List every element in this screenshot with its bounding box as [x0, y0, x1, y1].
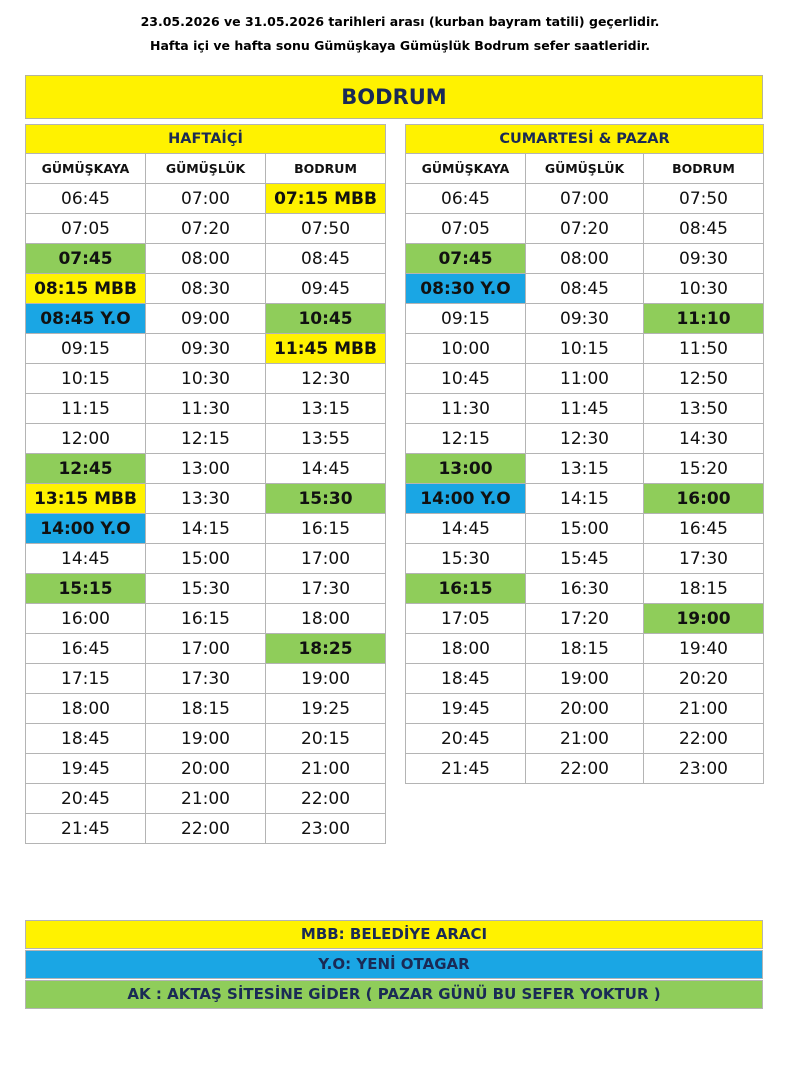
- table-row: [406, 544, 764, 574]
- table-row: [26, 754, 386, 784]
- time-cell: 16:15: [146, 604, 266, 634]
- time-cell: 15:30: [406, 544, 526, 574]
- time-cell: 15:00: [526, 514, 644, 544]
- table-row: [406, 424, 764, 454]
- time-cell: 19:00: [266, 664, 386, 694]
- column-header-bodrum: BODRUM: [644, 154, 764, 184]
- time-cell: 10:15: [526, 334, 644, 364]
- time-cell: 07:05: [406, 214, 526, 244]
- time-cell: 07:45: [26, 244, 146, 274]
- time-cell: 22:00: [644, 724, 764, 754]
- table-row: [406, 334, 764, 364]
- table-row: [26, 784, 386, 814]
- time-cell: 08:45 Y.O: [26, 304, 146, 334]
- table-row: [406, 244, 764, 274]
- time-cell: 11:50: [644, 334, 764, 364]
- time-cell: 18:15: [146, 694, 266, 724]
- table-row: [406, 364, 764, 394]
- time-cell: 18:00: [266, 604, 386, 634]
- time-cell: 15:20: [644, 454, 764, 484]
- time-cell: 07:15 MBB: [266, 184, 386, 214]
- time-cell: 07:20: [526, 214, 644, 244]
- time-cell: 08:45: [644, 214, 764, 244]
- time-cell: 16:45: [644, 514, 764, 544]
- time-cell: 12:50: [644, 364, 764, 394]
- time-cell: 21:00: [526, 724, 644, 754]
- time-cell: 09:30: [526, 304, 644, 334]
- legend-yo: Y.O: YENİ OTAGAR: [25, 950, 763, 979]
- time-cell: 10:15: [26, 364, 146, 394]
- time-cell: 14:45: [266, 454, 386, 484]
- time-cell: 11:30: [146, 394, 266, 424]
- column-header-gumusluk: GÜMÜŞLÜK: [146, 154, 266, 184]
- time-cell: 14:15: [526, 484, 644, 514]
- weekend-section-title: CUMARTESİ & PAZAR: [406, 125, 764, 154]
- time-cell: 19:45: [406, 694, 526, 724]
- table-row: [406, 274, 764, 304]
- time-cell: 21:45: [406, 754, 526, 784]
- time-cell: 17:30: [266, 574, 386, 604]
- time-cell: 06:45: [26, 184, 146, 214]
- time-cell: 14:15: [146, 514, 266, 544]
- time-cell: 16:30: [526, 574, 644, 604]
- time-cell: 12:30: [526, 424, 644, 454]
- time-cell: 13:50: [644, 394, 764, 424]
- time-cell: 20:00: [146, 754, 266, 784]
- time-cell: 09:45: [266, 274, 386, 304]
- column-header-gumuskaya: GÜMÜŞKAYA: [26, 154, 146, 184]
- time-cell: 19:00: [526, 664, 644, 694]
- table-row: [26, 184, 386, 214]
- legend-ak: AK : AKTAŞ SİTESİNE GİDER ( PAZAR GÜNÜ BU SEFER YOKTUR ): [25, 980, 763, 1009]
- table-row: [26, 814, 386, 844]
- time-cell: 18:15: [644, 574, 764, 604]
- table-row: [406, 454, 764, 484]
- table-row: [406, 184, 764, 214]
- time-cell: 07:50: [644, 184, 764, 214]
- table-row: [26, 334, 386, 364]
- table-row: [26, 724, 386, 754]
- table-row: [26, 634, 386, 664]
- time-cell: 12:30: [266, 364, 386, 394]
- time-cell: 12:15: [406, 424, 526, 454]
- time-cell: 18:45: [406, 664, 526, 694]
- time-cell: 13:30: [146, 484, 266, 514]
- time-cell: 21:00: [266, 754, 386, 784]
- time-cell: 20:45: [26, 784, 146, 814]
- time-cell: 14:45: [406, 514, 526, 544]
- column-header-bodrum: BODRUM: [266, 154, 386, 184]
- time-cell: 07:45: [406, 244, 526, 274]
- table-row: [406, 604, 764, 634]
- table-row: [26, 244, 386, 274]
- time-cell: 16:00: [644, 484, 764, 514]
- time-cell: 22:00: [526, 754, 644, 784]
- time-cell: 17:00: [266, 544, 386, 574]
- time-cell: 11:45 MBB: [266, 334, 386, 364]
- time-cell: 07:05: [26, 214, 146, 244]
- time-cell: 20:45: [406, 724, 526, 754]
- time-cell: 09:15: [406, 304, 526, 334]
- time-cell: 18:00: [26, 694, 146, 724]
- time-cell: 21:00: [146, 784, 266, 814]
- time-cell: 13:15: [266, 394, 386, 424]
- route-banner: BODRUM: [25, 75, 763, 119]
- time-cell: 15:45: [526, 544, 644, 574]
- time-cell: 13:15 MBB: [26, 484, 146, 514]
- time-cell: 12:00: [26, 424, 146, 454]
- table-row: [26, 274, 386, 304]
- table-row: [26, 424, 386, 454]
- legend-mbb: MBB: BELEDİYE ARACI: [25, 920, 763, 949]
- weekend-timetable: [405, 124, 764, 784]
- table-row: [26, 304, 386, 334]
- table-row: [406, 304, 764, 334]
- time-cell: 19:00: [146, 724, 266, 754]
- table-row: [26, 394, 386, 424]
- table-row: [406, 694, 764, 724]
- time-cell: 12:45: [26, 454, 146, 484]
- time-cell: 11:15: [26, 394, 146, 424]
- time-cell: 08:15 MBB: [26, 274, 146, 304]
- time-cell: 17:30: [146, 664, 266, 694]
- time-cell: 22:00: [266, 784, 386, 814]
- time-cell: 19:45: [26, 754, 146, 784]
- time-cell: 08:30 Y.O: [406, 274, 526, 304]
- time-cell: 08:00: [146, 244, 266, 274]
- time-cell: 07:00: [526, 184, 644, 214]
- time-cell: 11:10: [644, 304, 764, 334]
- time-cell: 11:00: [526, 364, 644, 394]
- weekday-section-title: HAFTAİÇİ: [26, 125, 386, 154]
- time-cell: 14:45: [26, 544, 146, 574]
- time-cell: 18:25: [266, 634, 386, 664]
- column-header-gumusluk: GÜMÜŞLÜK: [526, 154, 644, 184]
- time-cell: 10:00: [406, 334, 526, 364]
- time-cell: 22:00: [146, 814, 266, 844]
- time-cell: 23:00: [266, 814, 386, 844]
- time-cell: 16:00: [26, 604, 146, 634]
- time-cell: 17:30: [644, 544, 764, 574]
- time-cell: 21:45: [26, 814, 146, 844]
- time-cell: 09:30: [644, 244, 764, 274]
- time-cell: 20:20: [644, 664, 764, 694]
- table-row: [406, 754, 764, 784]
- table-row: [406, 214, 764, 244]
- time-cell: 15:30: [146, 574, 266, 604]
- time-cell: 10:45: [406, 364, 526, 394]
- time-cell: 13:00: [146, 454, 266, 484]
- time-cell: 13:00: [406, 454, 526, 484]
- table-row: [26, 364, 386, 394]
- time-cell: 13:15: [526, 454, 644, 484]
- time-cell: 18:45: [26, 724, 146, 754]
- table-row: [26, 514, 386, 544]
- table-row: [26, 604, 386, 634]
- time-cell: 09:00: [146, 304, 266, 334]
- time-cell: 15:00: [146, 544, 266, 574]
- table-row: [26, 574, 386, 604]
- time-cell: 14:30: [644, 424, 764, 454]
- time-cell: 19:00: [644, 604, 764, 634]
- time-cell: 18:00: [406, 634, 526, 664]
- table-row: [406, 394, 764, 424]
- time-cell: 09:15: [26, 334, 146, 364]
- time-cell: 21:00: [644, 694, 764, 724]
- table-row: [26, 694, 386, 724]
- time-cell: 17:20: [526, 604, 644, 634]
- time-cell: 06:45: [406, 184, 526, 214]
- time-cell: 14:00 Y.O: [26, 514, 146, 544]
- time-cell: 08:30: [146, 274, 266, 304]
- table-row: [406, 514, 764, 544]
- time-cell: 07:50: [266, 214, 386, 244]
- table-row: [26, 454, 386, 484]
- time-cell: 10:30: [644, 274, 764, 304]
- time-cell: 08:00: [526, 244, 644, 274]
- time-cell: 07:00: [146, 184, 266, 214]
- table-row: [26, 544, 386, 574]
- time-cell: 16:45: [26, 634, 146, 664]
- table-row: [406, 574, 764, 604]
- time-cell: 11:45: [526, 394, 644, 424]
- time-cell: 19:40: [644, 634, 764, 664]
- table-row: [26, 664, 386, 694]
- time-cell: 16:15: [406, 574, 526, 604]
- time-cell: 20:00: [526, 694, 644, 724]
- time-cell: 10:30: [146, 364, 266, 394]
- table-row: [406, 664, 764, 694]
- time-cell: 23:00: [644, 754, 764, 784]
- table-row: [406, 634, 764, 664]
- weekday-timetable: [25, 124, 386, 844]
- time-cell: 14:00 Y.O: [406, 484, 526, 514]
- table-row: [406, 484, 764, 514]
- schedule-description: Hafta içi ve hafta sonu Gümüşkaya Gümüşlük Bodrum sefer saatleridir.: [149, 38, 651, 53]
- time-cell: 09:30: [146, 334, 266, 364]
- weekday-rows: [26, 184, 386, 844]
- time-cell: 20:15: [266, 724, 386, 754]
- time-cell: 17:15: [26, 664, 146, 694]
- time-cell: 07:20: [146, 214, 266, 244]
- time-cell: 11:30: [406, 394, 526, 424]
- table-row: [26, 484, 386, 514]
- column-header-gumuskaya: GÜMÜŞKAYA: [406, 154, 526, 184]
- validity-notice: 23.05.2026 ve 31.05.2026 tarihleri arası (kurban bayram tatili) geçerlidir.: [140, 14, 660, 29]
- table-row: [406, 724, 764, 754]
- weekend-rows: [406, 184, 764, 784]
- time-cell: 17:00: [146, 634, 266, 664]
- time-cell: 19:25: [266, 694, 386, 724]
- time-cell: 17:05: [406, 604, 526, 634]
- time-cell: 10:45: [266, 304, 386, 334]
- time-cell: 15:15: [26, 574, 146, 604]
- time-cell: 12:15: [146, 424, 266, 454]
- time-cell: 15:30: [266, 484, 386, 514]
- time-cell: 08:45: [266, 244, 386, 274]
- time-cell: 08:45: [526, 274, 644, 304]
- time-cell: 16:15: [266, 514, 386, 544]
- table-row: [26, 214, 386, 244]
- time-cell: 13:55: [266, 424, 386, 454]
- time-cell: 18:15: [526, 634, 644, 664]
